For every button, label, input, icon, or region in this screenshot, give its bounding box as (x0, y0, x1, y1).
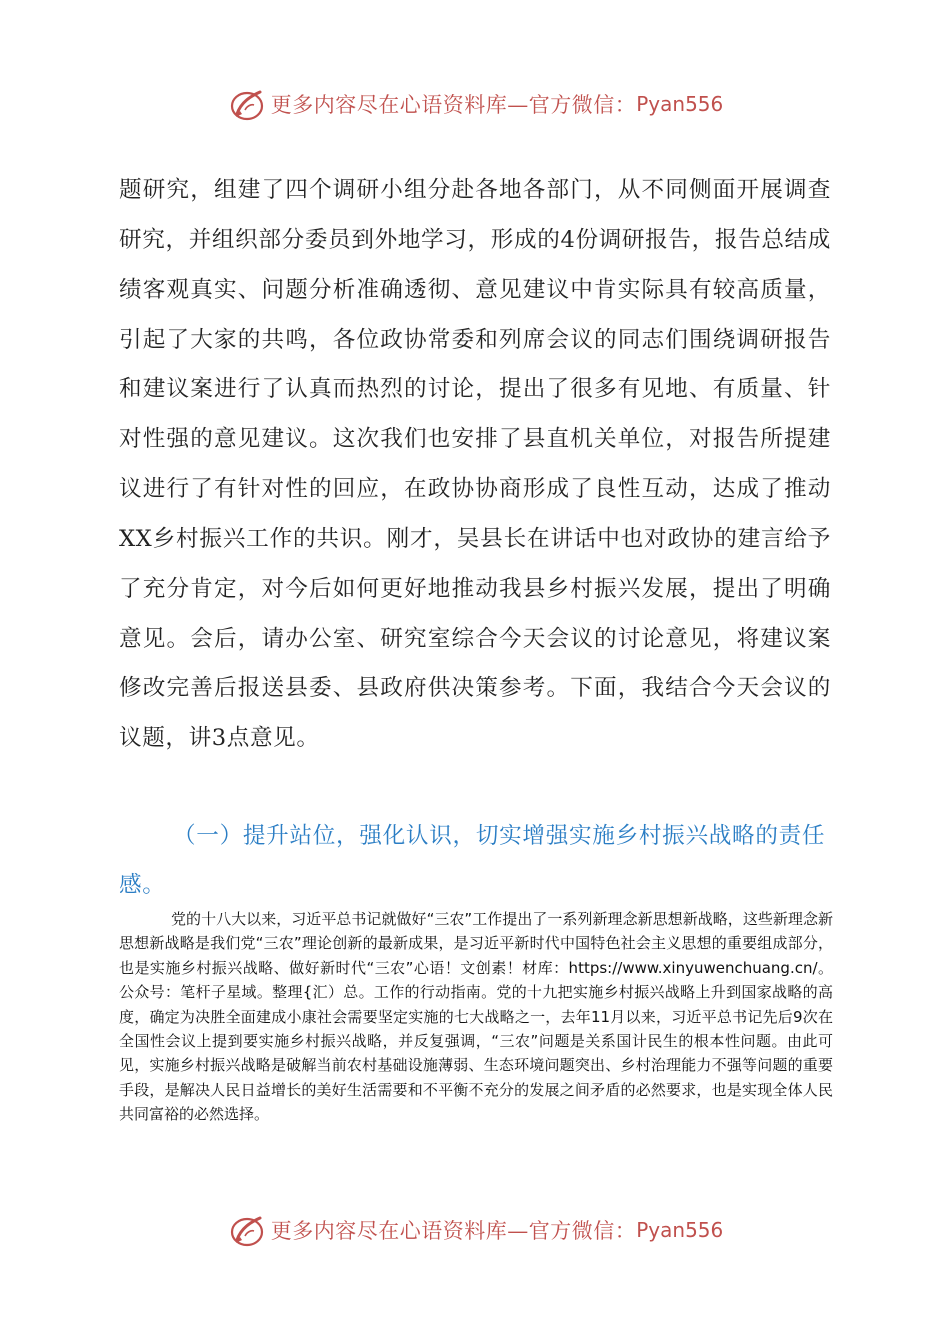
section-heading: （一）提升站位，强化认识，切实增强实施乡村振兴战略的责任感。 (119, 823, 826, 898)
pen-swirl-icon (227, 84, 267, 124)
main-paragraph: 题研究，组建了四个调研小组分赴各地各部门，从不同侧面开展调查研究，并组织部分委员到外地学习，形成的4份调研报告，报告总结成绩客观真实、问题分析准确透彻、意见建议中肯实际具有较高质量，引起了大家的共鸣，各位政协常委和列席会议的同志们围绕调研报告和建议案进行了认真而热烈的讨论，提出了很多有见地、有质量、针对性强的意见建议。这次我们也安排了县直机关单位，对报告所提建议进行了有针对性的回应，在政协协商形成了良性互动，达成了推动XX乡村振兴工作的共识。刚才，吴县长在讲话中也对政协的建言给予了充分肯定，对今后如何更好地推动我县乡村振兴发展，提出了明确意见。会后，请办公室、研究室综合今天会议的讨论意见，将建议案修改完善后报送县委、县政府供决策参考。下面，我结合今天会议的议题，讲3点意见。 (119, 177, 831, 752)
header-banner-wechat: Pyan556 (636, 92, 724, 116)
small-paragraph: 党的十八大以来，习近平总书记就做好“三农”工作提出了一系列新理念新思想新战略，这些新理念新思想新战略是我们党“三农”理论创新的最新成果，是习近平新时代中国特色社会主义思想的重要组成部分，也是实施乡村振兴战略、做好新时代“三农”心语！文创素！材库：https://www.xinyuwenchuang.cn/。公众号：笔杆子星域。整理{汇）总。工作的行动指南。党的十九把实施乡村振兴战略上升到国家战略的高度，确定为决胜全面建成小康社会需要坚定实施的七大战略之一，去年11月以来，习近平总书记先后9次在全国性会议上提到要实施乡村振兴战略，并反复强调，“三农”问题是关系国计民生的根本性问题。由此可见，实施乡村振兴战略是破解当前农村基础设施薄弱、生态环境问题突出、乡村治理能力不强等问题的重要手段，是解决人民日益增长的美好生活需要和不平衡不充分的发展之间矛盾的必然要求，也是实现全体人民共同富裕的必然选择。 (119, 910, 833, 1124)
footer-banner-wechat: Pyan556 (636, 1218, 724, 1242)
footer-banner-text: 更多内容尽在心语资料库—官方微信： (270, 1219, 637, 1243)
header-banner (0, 82, 950, 126)
pen-swirl-icon (227, 1210, 267, 1250)
footer-banner (0, 1208, 950, 1252)
header-banner-text: 更多内容尽在心语资料库—官方微信： (270, 93, 637, 117)
